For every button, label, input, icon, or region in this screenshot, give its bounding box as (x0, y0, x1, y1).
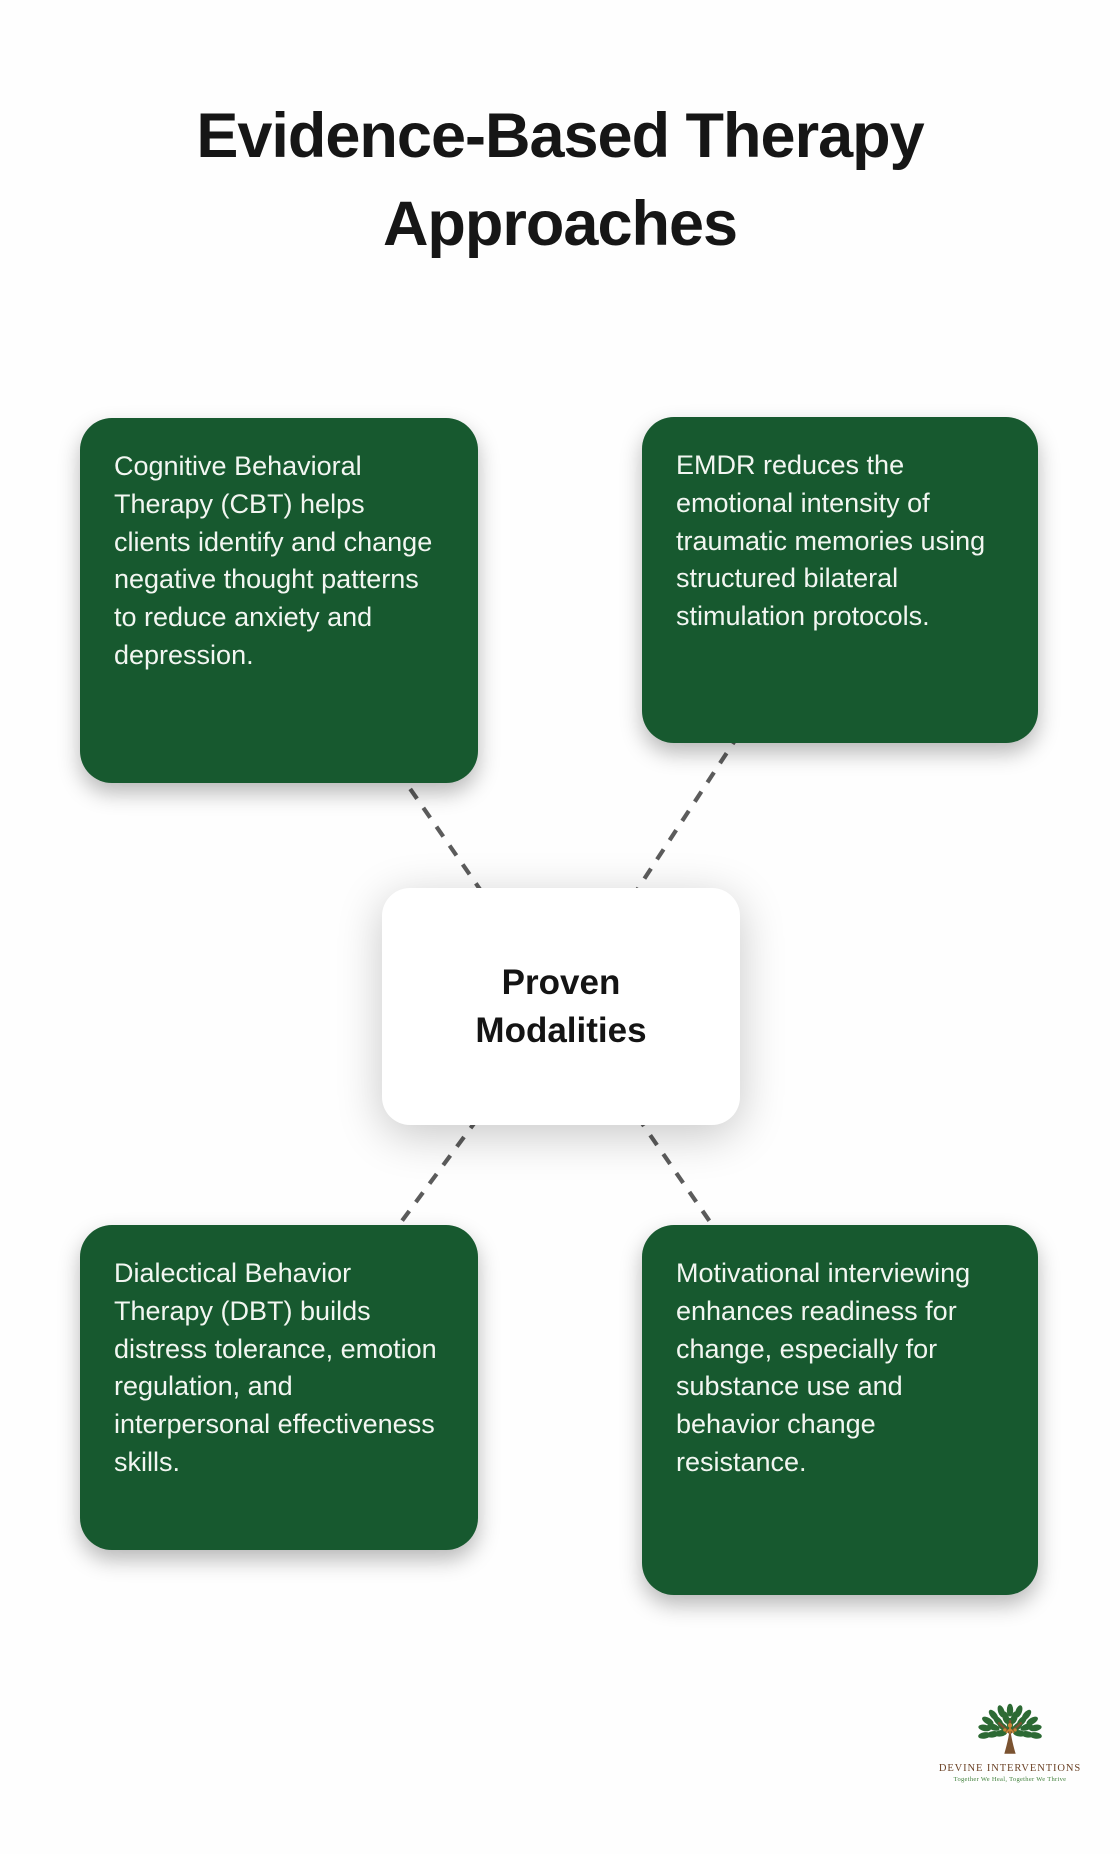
therapy-box-text: Cognitive Behavioral Therapy (CBT) helps clients identify and change negative thought patterns to reduce anxiety and depression. (114, 451, 433, 670)
page-title: Evidence-Based Therapy Approaches (196, 101, 924, 259)
logo-tree-icon (977, 1702, 1043, 1760)
center-node-label: Proven Modalities (475, 962, 647, 1050)
therapy-box-emdr (642, 417, 1038, 743)
logo (930, 1702, 1090, 1783)
logo-name: DEVINE INTERVENTIONS (938, 1763, 1082, 1774)
therapy-box-text: EMDR reduces the emotional intensity of traumatic memories using structured bilateral stimulation protocols. (676, 450, 986, 632)
therapy-box-dbt (80, 1225, 478, 1550)
therapy-box-cbt (80, 418, 478, 783)
center-node (382, 888, 740, 1125)
logo-tagline: Together We Heal, Together We Thrive (953, 1776, 1067, 1783)
therapy-box-mi (642, 1225, 1038, 1595)
therapy-box-text: Motivational interviewing enhances readiness for change, especially for substance use and behavior change resistance. (676, 1258, 971, 1477)
therapy-box-text: Dialectical Behavior Therapy (DBT) builds distress tolerance, emotion regulation, and interpersonal effectiveness skills. (114, 1258, 437, 1477)
